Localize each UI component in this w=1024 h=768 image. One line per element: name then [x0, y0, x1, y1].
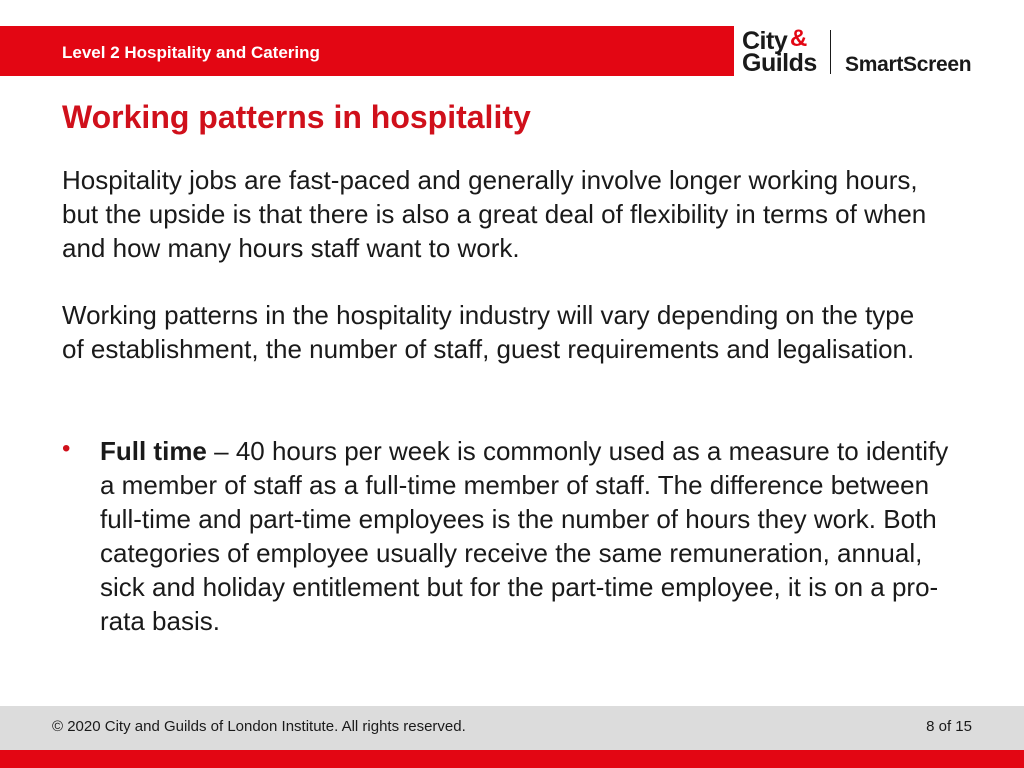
bullet-list [62, 434, 962, 638]
slide-title: Working patterns in hospitality [62, 99, 531, 135]
bullet-marker: • [62, 435, 71, 462]
logo-ampersand: & [790, 25, 808, 52]
bullet-term: Full time [100, 436, 207, 466]
logo-city-text: City [742, 27, 788, 55]
copyright-notice: © 2020 City and Guilds of London Institute. All rights reserved. [52, 718, 466, 735]
bottom-red-strip [0, 750, 1024, 768]
bullet-text: – 40 hours per week is commonly used as a measure to identify a member of staff as a full-time member of staff. The difference between full-time and part-time employees is the number of hours they work. Both categories of employee usually receive the same remuneration, annual, sick and holiday entitlement but for the part-time employee, it is on a pro-rata basis. [100, 436, 949, 636]
intro-paragraph: Hospitality jobs are fast-paced and generally involve longer working hours, but the upside is that there is also a great deal of flexibility in terms of when and how many hours staff want to work. [62, 165, 927, 263]
bullet-item-full-time [62, 434, 962, 638]
logo-guilds-text: Guilds [742, 49, 817, 77]
page-number: 8 of 15 [926, 718, 972, 735]
course-title: Level 2 Hospitality and Catering [62, 43, 320, 62]
working-patterns-paragraph: Working patterns in the hospitality industry will vary depending on the type of establishment, the number of staff, guest requirements and legalisation. [62, 300, 915, 364]
city-and-guilds-smartscreen-logo [742, 26, 982, 78]
logo-smartscreen-text: SmartScreen [845, 53, 972, 76]
logo-divider [830, 30, 831, 74]
city-and-guilds-wordmark [742, 25, 824, 77]
